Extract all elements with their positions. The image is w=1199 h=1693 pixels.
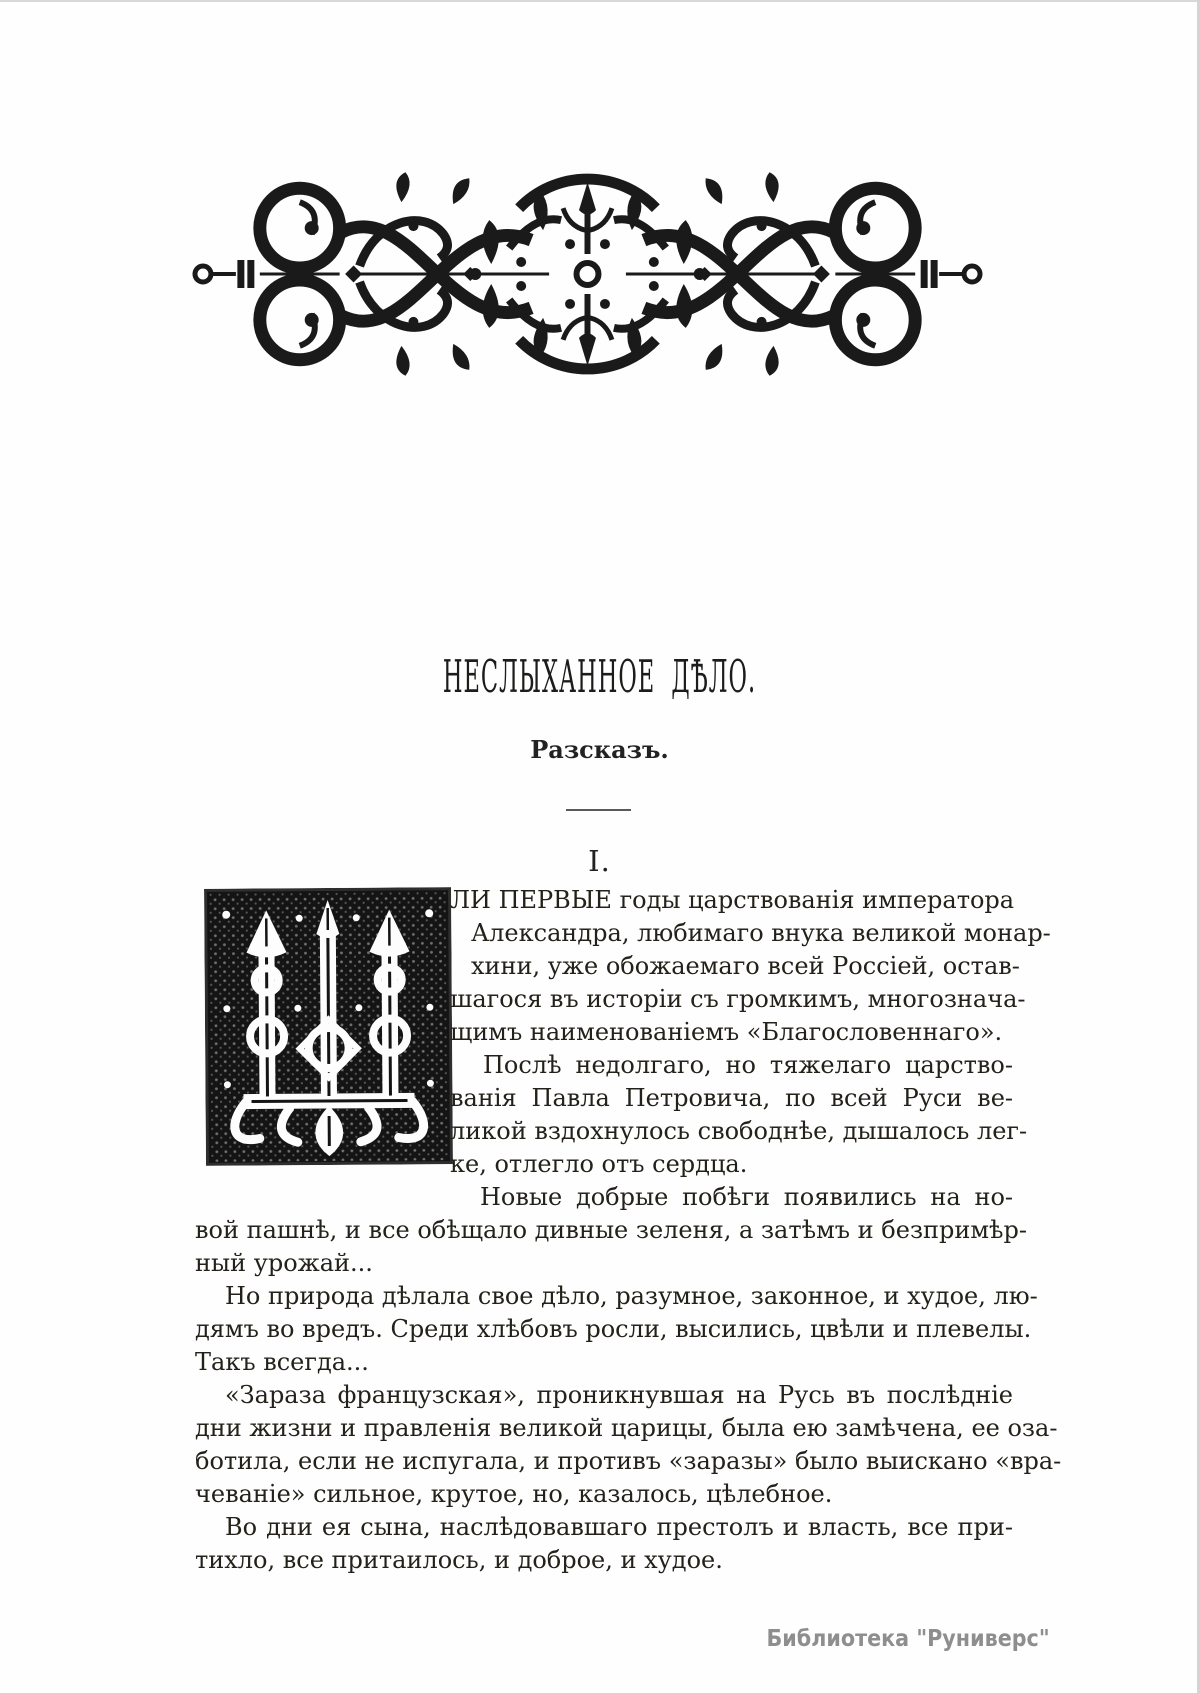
- text-line: ликой вздохнулось свободнѣе, дышалось лег-: [450, 1117, 1028, 1145]
- text-line: чеваніе» сильное, крутое, но, казалось, цѣлебное.: [195, 1480, 833, 1508]
- text-line: тихло, все притаилось, и доброе, и худое.: [195, 1546, 723, 1574]
- headpiece-ornament-icon: [190, 168, 985, 381]
- page-subtitle: Разсказъ.: [530, 735, 669, 764]
- text-line: вой пашнѣ, и все обѣщало дивные зеленя, а затѣмъ и безпримѣр-: [195, 1216, 1027, 1244]
- text-line: дни жизни и правленія великой царицы, была ею замѣчена, ее оза-: [195, 1414, 1058, 1442]
- library-watermark: Библиотека "Руниверс": [766, 1626, 1050, 1652]
- text-line: щимъ наименованіемъ «Благословеннаго».: [450, 1018, 1003, 1046]
- text-line: Во дни ея сына, наслѣдовавшаго престолъ и власть, все при-: [225, 1513, 1013, 1541]
- page-title: НЕСЛЫХАННОЕ ДѢЛО.: [442, 650, 757, 703]
- section-divider-rule: [566, 809, 631, 811]
- text-line: дямъ во вредъ. Среди хлѣбовъ росли, высились, цвѣли и плевелы.: [195, 1315, 1032, 1343]
- text-line: ботила, если не испугала, и противъ «заразы» было выискано «вра-: [195, 1447, 1062, 1475]
- text-line: шагося въ исторіи съ громкимъ, многознача-: [450, 985, 1026, 1013]
- text-line: ке, отлегло отъ сердца.: [450, 1150, 748, 1178]
- text-line: Такъ всегда...: [195, 1348, 369, 1376]
- text-line: Но природа дѣлала свое дѣло, разумное, законное, и худое, лю-: [225, 1282, 1038, 1310]
- scan-edge-top: [0, 0, 1199, 2]
- text-line: Александра, любимаго внука великой монар-: [471, 919, 1051, 947]
- text-line: хини, уже обожаемаго всей Россіей, остав-: [471, 952, 1020, 980]
- text-line: Новые добрые побѣги появились на но-: [480, 1183, 1013, 1211]
- text-line: «Зараза французская», проникнувшая на Русь въ послѣдніе: [225, 1381, 1013, 1409]
- text-line: ный урожай...: [195, 1249, 373, 1277]
- chapter-number: I.: [588, 844, 611, 878]
- text-line: ЛИ ПЕРВЫЕ годы царствованія императора: [450, 886, 1015, 914]
- text-line: Послѣ недолгаго, но тяжелаго царство-: [483, 1051, 1013, 1079]
- text-line: ванія Павла Петровича, по всей Руси ве-: [450, 1084, 1013, 1112]
- body-text: [195, 884, 1062, 1577]
